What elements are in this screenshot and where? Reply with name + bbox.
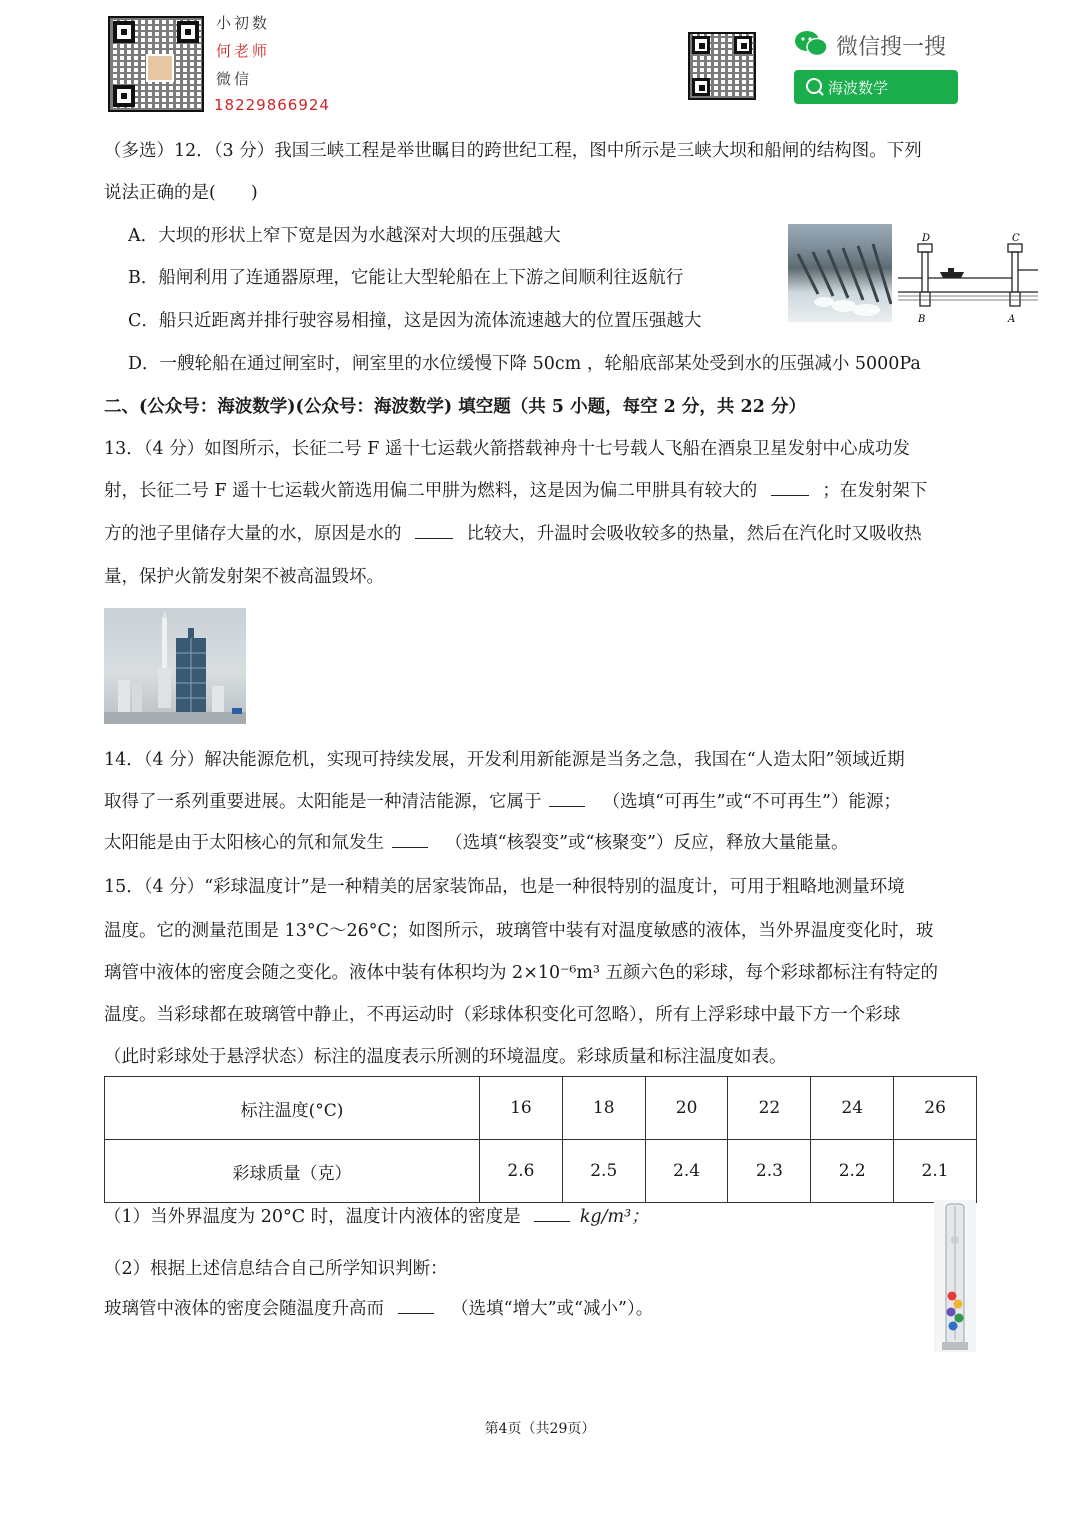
search-button-label: 海波数学 (828, 79, 889, 97)
q15-line-4: 温度。当彩球都在玻璃管中静止，不再运动时（彩球体积变化可忽略），所有上浮彩球中最下方一个彩球 (104, 1005, 901, 1025)
table-cell: 26 (894, 1077, 977, 1140)
q15-sub-1: （1）当外界温度为 20°C 时，温度计内液体的密度是 kg/m³； (104, 1207, 649, 1227)
table-head-mass: 彩球质量（克） (105, 1140, 480, 1203)
q15-line-5: （此时彩球处于悬浮状态）标注的温度表示所测的环境温度。彩球质量和标注温度如表。 (104, 1047, 787, 1067)
q14-blank-1[interactable] (549, 792, 585, 807)
diagram-label-b: B (918, 314, 926, 325)
section-2-heading: 二、(公众号：海波数学)(公众号：海波数学) 填空题（共 5 小题，每空 2 分，共 22 分） (104, 397, 806, 417)
q12-option-c: C．船只近距离并排行驶容易相撞，这是因为流体流速越大的位置压强越大 (128, 311, 702, 331)
search-button[interactable] (794, 70, 958, 104)
table-head-temp: 标注温度(°C) (105, 1077, 480, 1140)
table-cell: 2.5 (562, 1140, 645, 1203)
q13-line-4: 量，保护火箭发射架不被高温毁坏。 (104, 567, 384, 587)
ball-data-table (104, 1076, 977, 1203)
q15-line-3: 璃管中液体的密度会随之变化。液体中装有体积均为 2×10⁻⁶m³ 五颜六色的彩球，每个彩球都标注有特定的 (104, 963, 939, 983)
wechat-logo-icon (794, 30, 828, 58)
q13-blank-1[interactable] (771, 481, 809, 496)
handwritten-phone: 18229866924 (214, 96, 330, 114)
q12-option-b: B．船闸利用了连通器原理，它能让大型轮船在上下游之间顺利往返航行 (128, 268, 684, 288)
table-cell: 24 (811, 1077, 894, 1140)
q14-line-3: 太阳能是由于太阳核心的氘和氚发生 （选填“核裂变”或“核聚变”）反应，释放大量能量。 (104, 833, 849, 853)
table-cell: 2.1 (894, 1140, 977, 1203)
rocket-launch-photo (104, 608, 246, 724)
q12-line-2: 说法正确的是( ) (104, 183, 258, 203)
diagram-label-a: A (1008, 314, 1016, 325)
page-number: 第4页（共29页） (484, 1421, 596, 1437)
table-cell: 2.6 (480, 1140, 563, 1203)
table-row (105, 1140, 977, 1203)
table-row (105, 1077, 977, 1140)
q15-line-2: 温度。它的测量范围是 13°C～26°C；如图所示，玻璃管中装有对温度敏感的液体，当外界温度变化时，玻 (104, 921, 934, 941)
q13-line-2: 射，长征二号 F 遥十七运载火箭选用偏二甲肼为燃料，这是因为偏二甲肼具有较大的 ；在发射架下 (104, 481, 928, 501)
table-cell: 18 (562, 1077, 645, 1140)
handwritten-line-2: 何老师 (216, 42, 271, 60)
table-cell: 20 (645, 1077, 728, 1140)
diagram-label-c: C (1012, 233, 1020, 244)
q13-line-3: 方的池子里储存大量的水，原因是水的 比较大，升温时会吸收较多的热量，然后在汽化时又吸收热 (104, 524, 922, 544)
ship-lock-diagram (898, 230, 1038, 326)
q15-sub-3: 玻璃管中液体的密度会随温度升高而 （选填“增大”或“减小”）。 (104, 1299, 654, 1319)
handwritten-line-1: 小初数 (216, 14, 271, 32)
galileo-thermometer-photo (934, 1200, 976, 1352)
handwritten-line-3: 微信 (216, 70, 253, 88)
table-cell: 2.4 (645, 1140, 728, 1203)
table-cell: 22 (728, 1077, 811, 1140)
q13-blank-2[interactable] (415, 524, 453, 539)
table-cell: 16 (480, 1077, 563, 1140)
three-gorges-dam-photo (788, 224, 892, 322)
q14-line-1: 14．（4 分）解决能源危机，实现可持续发展，开发利用新能源是当务之急，我国在“人造太阳”领域近期 (104, 750, 905, 770)
q14-blank-2[interactable] (392, 833, 428, 848)
q15-blank-2[interactable] (398, 1299, 434, 1314)
q15-sub-2: （2）根据上述信息结合自己所学知识判断： (104, 1259, 448, 1279)
q15-line-1: 15．（4 分）“彩球温度计”是一种精美的居家装饰品，也是一种很特别的温度计，可用于粗略地测量环境 (104, 877, 905, 897)
wechat-search-title: 微信搜一搜 (836, 35, 947, 60)
q12-line-1: （多选）12．（3 分）我国三峡工程是举世瞩目的跨世纪工程，图中所示是三峡大坝和船闸的结构图。下列 (104, 141, 922, 161)
qr-code-left (108, 16, 204, 112)
q13-line-1: 13．（4 分）如图所示，长征二号 F 遥十七运载火箭搭载神舟十七号载人飞船在酒泉卫星发射中心成功发 (104, 439, 910, 459)
q12-option-d: D．一艘轮船在通过闸室时，闸室里的水位缓慢下降 50cm ，轮船底部某处受到水的压强减小 5000Pa (128, 354, 921, 374)
q12-option-a: A．大坝的形状上窄下宽是因为水越深对大坝的压强越大 (128, 226, 561, 246)
qr-code-right (688, 32, 756, 100)
q15-blank-1[interactable] (534, 1207, 570, 1222)
q14-line-2: 取得了一系列重要进展。太阳能是一种清洁能源，它属于 （选填“可再生”或“不可再生”）能源； (104, 792, 901, 812)
table-cell: 2.2 (811, 1140, 894, 1203)
table-cell: 2.3 (728, 1140, 811, 1203)
diagram-label-d: D (922, 233, 931, 244)
